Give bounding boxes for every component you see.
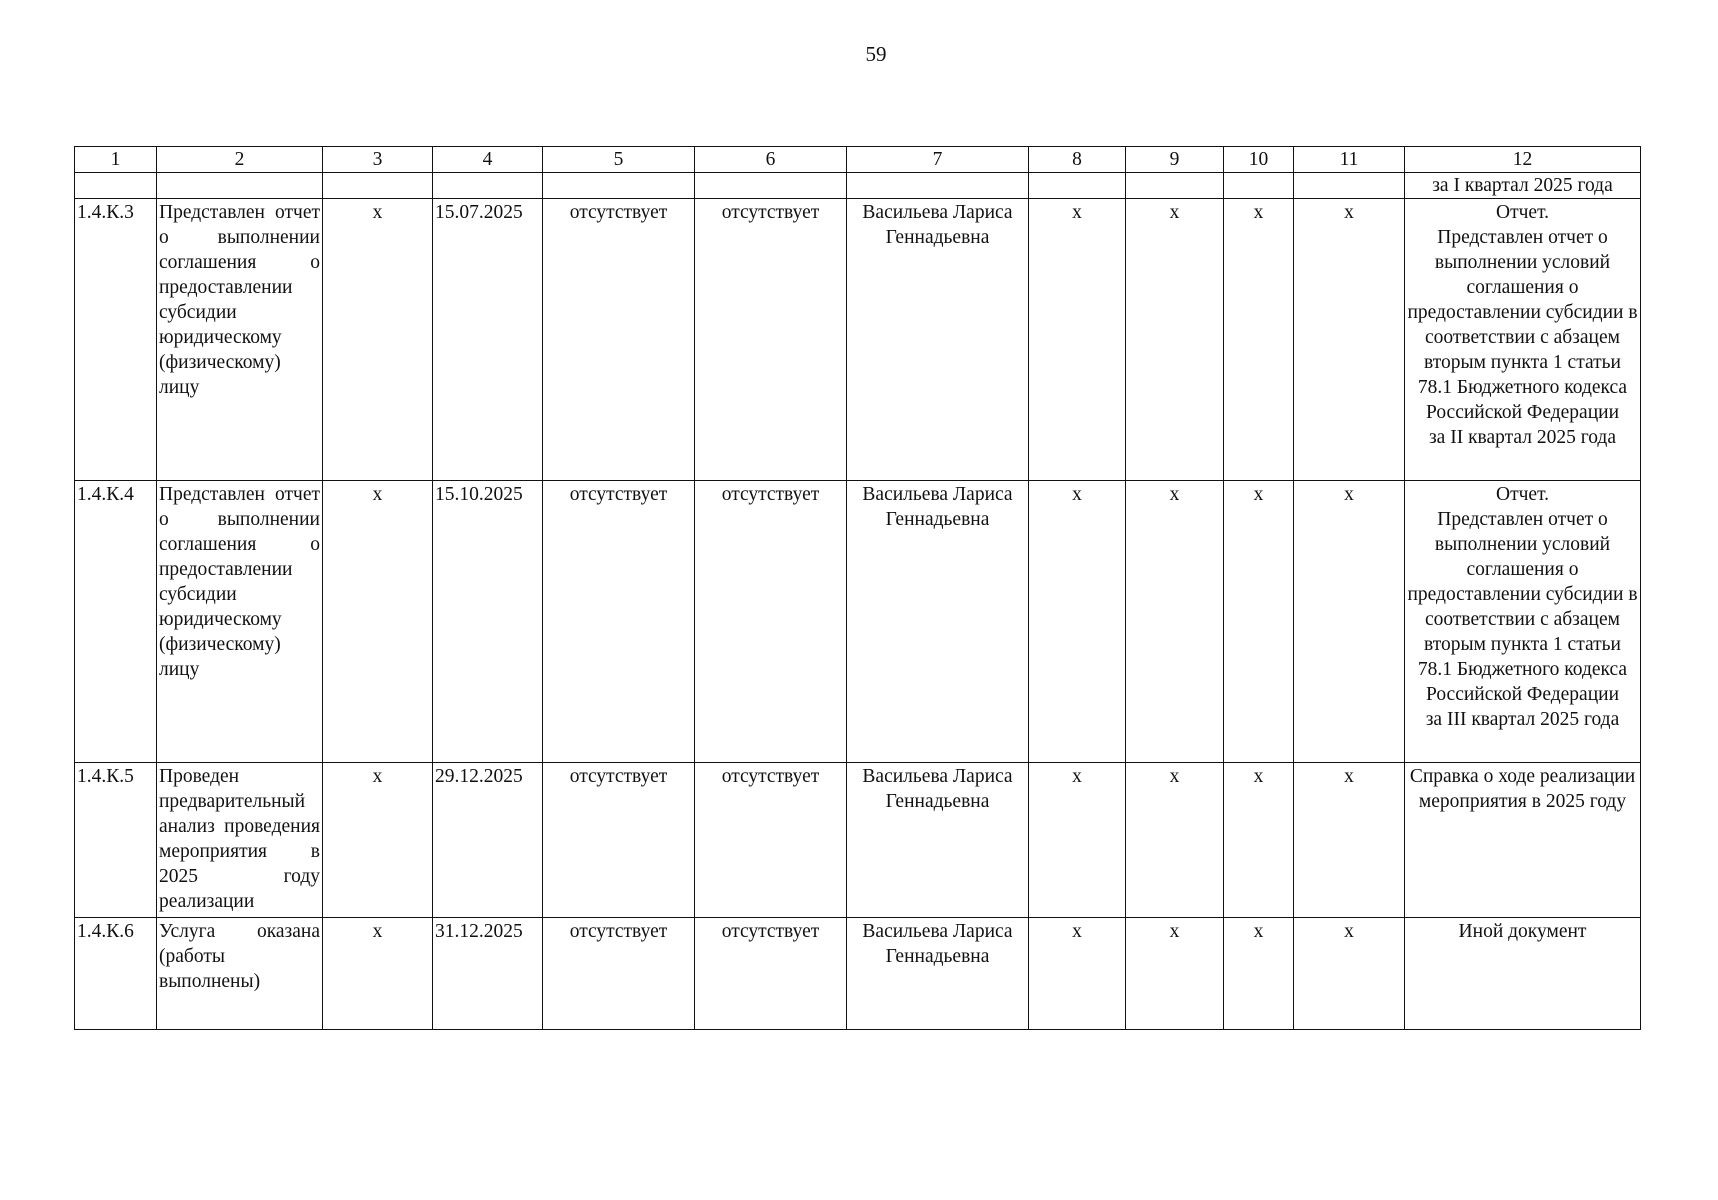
table-row — [75, 481, 1641, 763]
schedule-table — [74, 146, 1641, 1030]
row-col-10: х — [1224, 199, 1294, 481]
row-person: Васильева Лариса Геннадьевна — [847, 763, 1029, 918]
row-person: Васильева Лариса Геннадьевна — [847, 199, 1029, 481]
row-col-10: х — [1224, 481, 1294, 763]
row-col-9: х — [1126, 918, 1224, 1030]
row-document — [1405, 199, 1641, 481]
table-row — [75, 199, 1641, 481]
header-row — [75, 147, 1641, 173]
row-col-6: отсутствует — [695, 199, 847, 481]
row-col-9: х — [1126, 763, 1224, 918]
header-col-9: 9 — [1126, 147, 1224, 173]
row-col-6: отсутствует — [695, 763, 847, 918]
header-col-2: 2 — [157, 147, 323, 173]
row-col-11: х — [1294, 481, 1405, 763]
document-title: Отчет. — [1496, 202, 1549, 223]
row-col-6: отсутствует — [695, 918, 847, 1030]
row-date: 31.12.2025 — [433, 918, 543, 1030]
row-col-11: х — [1294, 199, 1405, 481]
row-date: 15.10.2025 — [433, 481, 543, 763]
page-number: 59 — [865, 42, 887, 66]
row-date: 15.07.2025 — [433, 199, 543, 481]
row-col-10: х — [1224, 918, 1294, 1030]
header-col-4: 4 — [433, 147, 543, 173]
row-person: Васильева Лариса Геннадьевна — [847, 918, 1029, 1030]
row-col-8: х — [1029, 763, 1126, 918]
row-document — [1405, 763, 1641, 918]
header-col-8: 8 — [1029, 147, 1126, 173]
header-col-7: 7 — [847, 147, 1029, 173]
row-col-11: х — [1294, 763, 1405, 918]
row-col-9: х — [1126, 199, 1224, 481]
continuation-row — [75, 173, 1641, 199]
header-col-3: 3 — [323, 147, 433, 173]
document-title: Справка о ходе реализации мероприятия в 2025 году — [1409, 766, 1636, 812]
row-code: 1.4.К.4 — [75, 481, 157, 763]
header-col-6: 6 — [695, 147, 847, 173]
row-col-6: отсутствует — [695, 481, 847, 763]
document-title: Отчет. — [1496, 484, 1549, 505]
row-col-5: отсутствует — [543, 763, 695, 918]
header-col-11: 11 — [1294, 147, 1405, 173]
row-date: 29.12.2025 — [433, 763, 543, 918]
row-name: Услуга оказана (работы выполнены) — [157, 918, 323, 1030]
row-col-10: х — [1224, 763, 1294, 918]
header-col-12: 12 — [1405, 147, 1641, 173]
row-col-5: отсутствует — [543, 481, 695, 763]
row-person: Васильева Лариса Геннадьевна — [847, 481, 1029, 763]
row-col-8: х — [1029, 918, 1126, 1030]
table-row — [75, 763, 1641, 918]
row-col-3: х — [323, 918, 433, 1030]
previous-period: за I квартал 2025 года — [1405, 173, 1641, 199]
row-col-11: х — [1294, 918, 1405, 1030]
row-col-3: х — [323, 763, 433, 918]
document-period: за III квартал 2025 года — [1425, 709, 1620, 730]
row-code: 1.4.К.3 — [75, 199, 157, 481]
header-col-5: 5 — [543, 147, 695, 173]
row-document — [1405, 918, 1641, 1030]
row-col-8: х — [1029, 481, 1126, 763]
row-name: Представлен отчет о выполнении соглашения о предоставлении субсидии юридическому (физическому) лицу — [157, 199, 323, 481]
row-name: Представлен отчет о выполнении соглашения о предоставлении субсидии юридическому (физическому) лицу — [157, 481, 323, 763]
document-text: Представлен отчет о выполнении условий соглашения о предоставлении субсидии в соответствии с абзацем вторым пункта 1 статьи 78.1 Бюджетного кодекса Российской Федерации — [1407, 227, 1638, 423]
row-code: 1.4.К.5 — [75, 763, 157, 918]
document-period: за II квартал 2025 года — [1428, 427, 1616, 448]
row-name: Проведен предварительный анализ проведения мероприятия в 2025 году реализации — [157, 763, 323, 918]
table-row — [75, 918, 1641, 1030]
row-col-5: отсутствует — [543, 918, 695, 1030]
header-col-10: 10 — [1224, 147, 1294, 173]
row-col-9: х — [1126, 481, 1224, 763]
row-col-3: х — [323, 481, 433, 763]
row-col-3: х — [323, 199, 433, 481]
document-text: Представлен отчет о выполнении условий соглашения о предоставлении субсидии в соответствии с абзацем вторым пункта 1 статьи 78.1 Бюджетного кодекса Российской Федерации — [1407, 509, 1638, 705]
document-title: Иной документ — [1458, 921, 1587, 942]
row-code: 1.4.К.6 — [75, 918, 157, 1030]
row-document — [1405, 481, 1641, 763]
row-col-8: х — [1029, 199, 1126, 481]
row-col-5: отсутствует — [543, 199, 695, 481]
header-col-1: 1 — [75, 147, 157, 173]
